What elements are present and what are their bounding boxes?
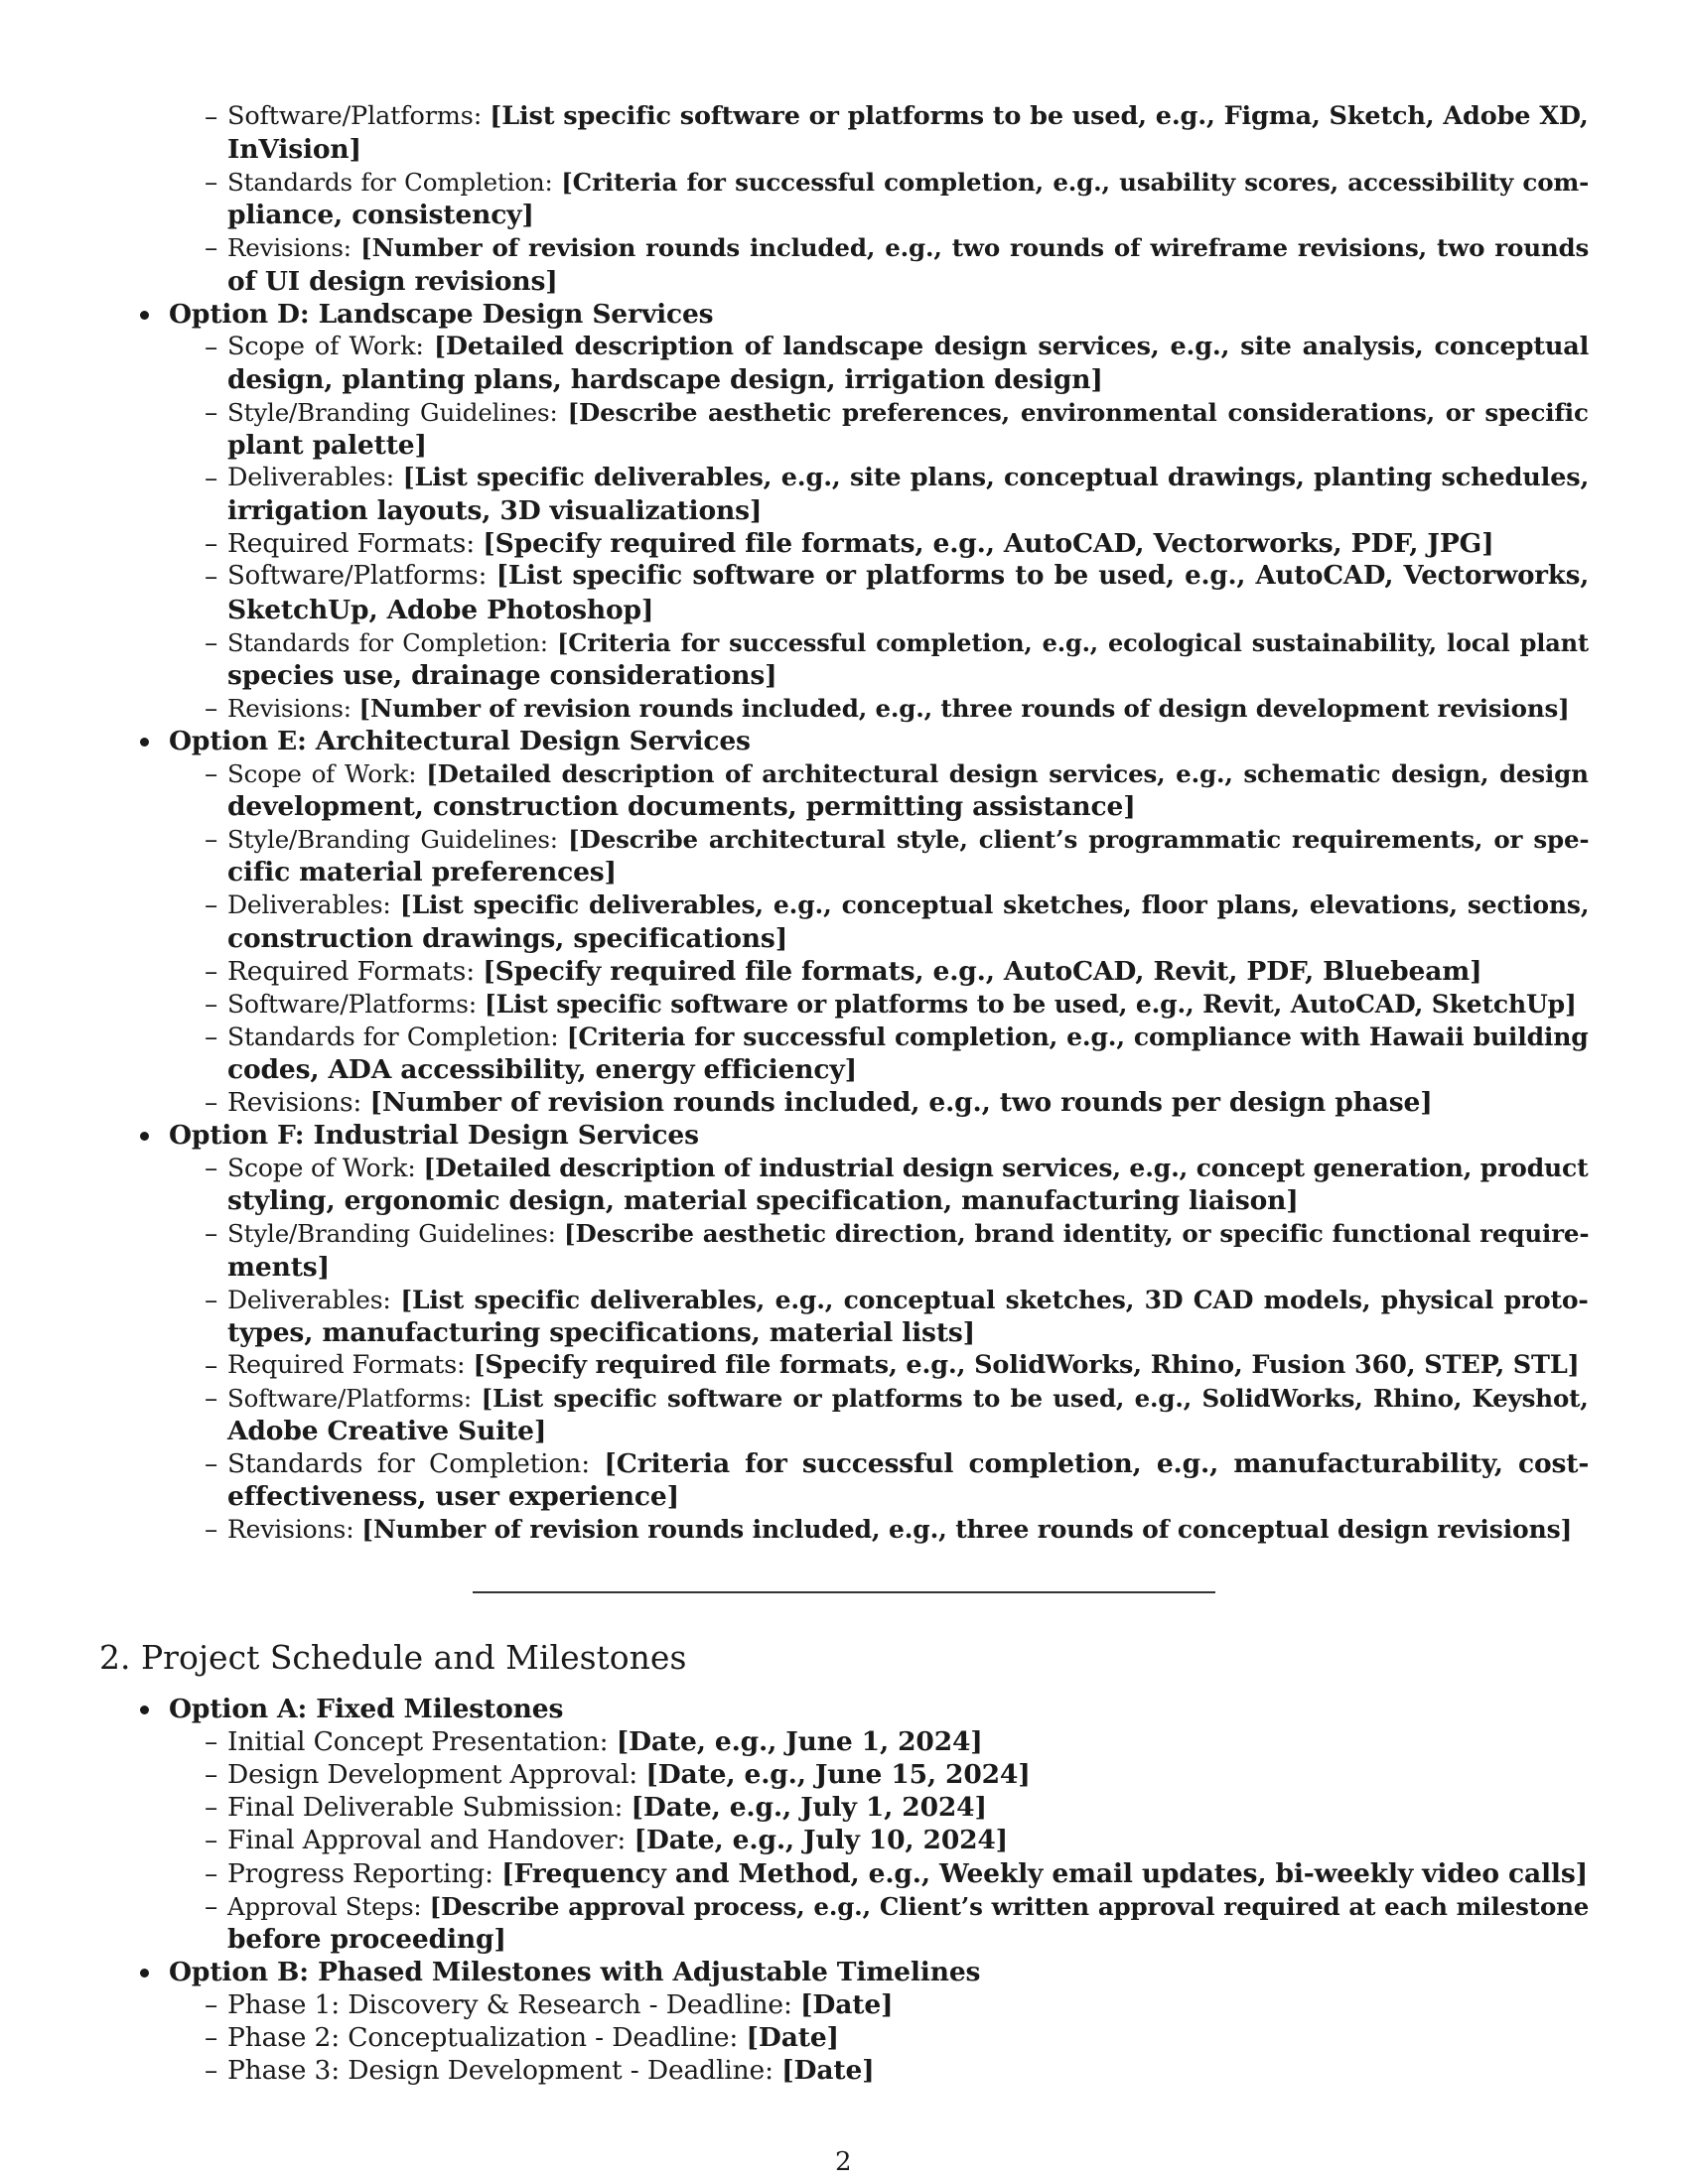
- list-item: [227, 396, 1589, 429]
- list-item: [227, 560, 1589, 593]
- bullet-marker: [140, 1969, 149, 1978]
- list-item: [227, 1857, 1588, 1890]
- item-label: Deliverables:: [227, 890, 391, 920]
- item-value-continued: construction drawings, specifications]: [227, 922, 788, 954]
- item-label: Design Development Approval:: [227, 1759, 638, 1791]
- dash-marker: –: [205, 1153, 218, 1184]
- option-title: Option B: Phased Milestones with Adjustable Timelines: [169, 1956, 981, 1987]
- item-value-continued: InVision]: [227, 134, 361, 166]
- item-label: Required Formats:: [227, 955, 475, 987]
- dash-marker: –: [205, 331, 218, 362]
- dash-marker: –: [205, 955, 218, 987]
- item-value: [Describe approval process, e.g., Client’s written approval required at each milestone: [429, 1891, 1590, 1921]
- item-value: [Criteria for successful completion, e.g., ecological sustainability, local plant: [557, 627, 1589, 657]
- bullet-marker: [140, 1132, 149, 1141]
- item-label: Style/Branding Guidelines:: [227, 397, 558, 427]
- item-label: Deliverables:: [227, 1285, 391, 1314]
- item-value: [Describe aesthetic direction, brand identity, or specific functional require-: [564, 1219, 1590, 1249]
- item-label: Revisions:: [227, 233, 352, 263]
- list-item: [227, 166, 1589, 199]
- item-label: Software/Platforms:: [227, 101, 483, 131]
- item-label: Revisions:: [227, 1515, 354, 1545]
- list-item: [227, 1513, 1572, 1546]
- list-item: [227, 462, 1589, 494]
- dash-marker: –: [205, 1021, 218, 1052]
- item-value: [List specific deliverables, e.g., site plans, conceptual drawings, planting schedules,: [402, 463, 1590, 493]
- item-label: Software/Platforms:: [227, 561, 488, 592]
- list-item: [227, 1349, 1580, 1382]
- item-value-continued: ments]: [227, 1251, 330, 1283]
- item-value-continued: styling, ergonomic design, material specification, manufacturing liaison]: [227, 1185, 1299, 1217]
- item-value: [Criteria for successful completion, e.g., compliance with Hawaii building: [566, 1022, 1589, 1051]
- item-value-continued: cific material preferences]: [227, 857, 617, 888]
- list-item: [227, 1890, 1589, 1923]
- list-item: [227, 1382, 1589, 1415]
- list-item: [227, 955, 1482, 988]
- option-title: Option E: Architectural Design Services: [169, 725, 751, 756]
- list-item: [227, 2054, 875, 2087]
- item-value-continued: before proceeding]: [227, 1923, 506, 1955]
- dash-marker: –: [205, 1514, 218, 1546]
- item-value-continued: of UI design revisions]: [227, 265, 558, 297]
- item-label: Final Approval and Handover:: [227, 1825, 627, 1856]
- item-value-continued: development, construction documents, permitting assistance]: [227, 791, 1136, 823]
- item-value-continued: Adobe Creative Suite]: [227, 1416, 547, 1446]
- list-item: [227, 823, 1589, 856]
- list-item: [227, 2021, 839, 2054]
- item-label: Software/Platforms:: [227, 1383, 473, 1413]
- item-value: [Date]: [800, 1988, 894, 2020]
- list-item: [227, 626, 1589, 660]
- list-item: [227, 1824, 1008, 1856]
- item-label: Revisions:: [227, 693, 352, 723]
- dash-marker: –: [205, 1759, 218, 1791]
- list-item: [227, 1086, 1433, 1119]
- item-value: [Detailed description of industrial design services, e.g., concept generation, product: [423, 1154, 1589, 1183]
- item-value: [Date, e.g., July 1, 2024]: [631, 1792, 987, 1824]
- item-value: [Criteria for successful completion, e.g., manufacturability, cost-: [604, 1448, 1590, 1480]
- item-label: Initial Concept Presentation:: [227, 1726, 609, 1758]
- item-label: Approval Steps:: [227, 1891, 422, 1921]
- dash-marker: –: [205, 889, 218, 921]
- dash-marker: –: [205, 988, 218, 1020]
- item-value-continued: effectiveness, user experience]: [227, 1481, 679, 1513]
- dash-marker: –: [205, 824, 218, 856]
- item-label: Phase 1: Discovery & Research - Deadline:: [227, 1988, 792, 2020]
- item-label: Standards for Completion:: [227, 1022, 559, 1051]
- item-value-continued: plant palette]: [227, 430, 427, 461]
- dash-marker: –: [205, 1218, 218, 1250]
- list-item: [227, 1284, 1589, 1316]
- item-value: [Number of revision rounds included, e.g., three rounds of conceptual design revisions]: [361, 1515, 1573, 1545]
- dash-marker: –: [205, 2022, 218, 2053]
- item-value-continued: pliance, consistency]: [227, 200, 534, 231]
- page-number: 2: [835, 2147, 852, 2177]
- list-item: [227, 888, 1589, 921]
- item-value: [Date, e.g., June 15, 2024]: [645, 1759, 1031, 1791]
- item-label: Style/Branding Guidelines:: [227, 825, 558, 855]
- item-value: [List specific deliverables, e.g., conceptual sketches, floor plans, elevations, sections,: [399, 890, 1590, 920]
- item-label: Required Formats:: [227, 528, 475, 560]
- dash-marker: –: [205, 2055, 218, 2087]
- item-label: Scope of Work:: [227, 1154, 416, 1183]
- dash-marker: –: [205, 1349, 218, 1381]
- item-value: [Date, e.g., June 1, 2024]: [616, 1726, 983, 1758]
- option-title: Option D: Landscape Design Services: [169, 298, 714, 330]
- item-value: [Number of revision rounds included, e.g., two rounds per design phase]: [369, 1087, 1433, 1118]
- item-value-continued: types, manufacturing specifications, material lists]: [227, 1316, 976, 1348]
- dash-marker: –: [205, 1890, 218, 1922]
- dash-marker: –: [205, 1448, 218, 1480]
- item-value-continued: irrigation layouts, 3D visualizations]: [227, 495, 763, 527]
- item-value: [Frequency and Method, e.g., Weekly email updates, bi-weekly video calls]: [501, 1857, 1589, 1889]
- item-value: [List specific software or platforms to be used, e.g., AutoCAD, Vectorworks,: [495, 561, 1590, 592]
- item-label: Scope of Work:: [227, 331, 424, 361]
- item-value-continued: species use, drainage considerations]: [227, 659, 777, 691]
- item-value: [Number of revision rounds included, e.g., two rounds of wireframe revisions, two rounds: [360, 233, 1590, 263]
- item-value: [Number of revision rounds included, e.g., three rounds of design development revisions]: [358, 693, 1570, 723]
- item-value: [Detailed description of architectural design services, e.g., schematic design, design: [426, 759, 1589, 788]
- dash-marker: –: [205, 1382, 218, 1414]
- item-value: [Specify required file formats, e.g., AutoCAD, Vectorworks, PDF, JPG]: [483, 528, 1494, 560]
- item-label: Phase 3: Design Development - Deadline:: [227, 2055, 774, 2087]
- item-label: Revisions:: [227, 1087, 362, 1118]
- item-label: Required Formats:: [227, 1349, 466, 1380]
- bullet-marker: [140, 1706, 149, 1714]
- dash-marker: –: [205, 1792, 218, 1824]
- item-value: [Describe architectural style, client’s programmatic requirements, or spe-: [568, 825, 1590, 855]
- list-item: [227, 100, 1589, 133]
- item-value-continued: design, planting plans, hardscape design, irrigation design]: [227, 363, 1103, 395]
- list-item: [227, 231, 1589, 264]
- bullet-marker: [140, 738, 149, 747]
- dash-marker: –: [205, 692, 218, 724]
- list-item: [227, 1447, 1589, 1480]
- dash-marker: –: [205, 232, 218, 264]
- list-item: [227, 527, 1493, 560]
- item-value: [List specific software or platforms to be used, e.g., Figma, Sketch, Adobe XD,: [490, 101, 1589, 131]
- list-item: [227, 1217, 1589, 1250]
- item-label: Progress Reporting:: [227, 1857, 493, 1889]
- option-title: Option F: Industrial Design Services: [169, 1120, 699, 1152]
- item-label: Scope of Work:: [227, 759, 417, 788]
- dash-marker: –: [205, 561, 218, 593]
- item-value: [List specific deliverables, e.g., conceptual sketches, 3D CAD models, physical proto-: [400, 1285, 1589, 1314]
- item-label: Standards for Completion:: [227, 168, 553, 198]
- option-title: Option A: Fixed Milestones: [169, 1694, 564, 1724]
- item-value: [Detailed description of landscape design services, e.g., site analysis, conceptual: [433, 331, 1590, 361]
- dash-marker: –: [205, 1087, 218, 1118]
- section-heading: 2. Project Schedule and Milestones: [99, 1638, 687, 1677]
- item-value: [Specify required file formats, e.g., SolidWorks, Rhino, Fusion 360, STEP, STL]: [473, 1349, 1580, 1380]
- item-value-continued: SketchUp, Adobe Photoshop]: [227, 594, 654, 625]
- item-label: Standards for Completion:: [227, 1448, 590, 1480]
- item-value: [Date, e.g., July 10, 2024]: [633, 1825, 1009, 1856]
- item-label: Phase 2: Conceptualization - Deadline:: [227, 2022, 739, 2053]
- list-item: [227, 1988, 893, 2021]
- dash-marker: –: [205, 1857, 218, 1889]
- item-value: [Date]: [746, 2022, 839, 2053]
- item-label: Standards for Completion:: [227, 628, 548, 657]
- list-item: [227, 988, 1577, 1021]
- dash-marker: –: [205, 758, 218, 789]
- item-value: [Describe aesthetic preferences, environmental considerations, or specific: [567, 397, 1589, 427]
- item-value: [List specific software or platforms to be used, e.g., SolidWorks, Rhino, Keyshot,: [481, 1383, 1589, 1413]
- dash-marker: –: [205, 528, 218, 560]
- item-label: Deliverables:: [227, 463, 395, 493]
- list-item: [227, 757, 1589, 790]
- dash-marker: –: [205, 626, 218, 658]
- item-value-continued: codes, ADA accessibility, energy efficiency]: [227, 1053, 858, 1085]
- dash-marker: –: [205, 463, 218, 494]
- dash-marker: –: [205, 1825, 218, 1856]
- list-item: [227, 1152, 1589, 1184]
- section-divider: [473, 1591, 1215, 1593]
- dash-marker: –: [205, 167, 218, 199]
- dash-marker: –: [205, 101, 218, 132]
- list-item: [227, 692, 1570, 725]
- dash-marker: –: [205, 1726, 218, 1758]
- item-value: [Date]: [781, 2055, 875, 2087]
- dash-marker: –: [205, 396, 218, 428]
- item-label: Style/Branding Guidelines:: [227, 1219, 556, 1249]
- item-label: Software/Platforms:: [227, 989, 478, 1019]
- list-item: [227, 1725, 983, 1758]
- list-item: [227, 1758, 1031, 1791]
- item-value: [List specific software or platforms to be used, e.g., Revit, AutoCAD, SketchUp]: [484, 989, 1577, 1019]
- list-item: [227, 331, 1589, 363]
- item-value: [Specify required file formats, e.g., AutoCAD, Revit, PDF, Bluebeam]: [483, 955, 1482, 987]
- dash-marker: –: [205, 1988, 218, 2020]
- list-item: [227, 1021, 1589, 1053]
- list-item: [227, 1791, 987, 1824]
- item-label: Final Deliverable Submission:: [227, 1792, 624, 1824]
- dash-marker: –: [205, 1284, 218, 1315]
- item-value: [Criteria for successful completion, e.g., usability scores, accessibility com-: [561, 168, 1590, 198]
- bullet-marker: [140, 311, 149, 320]
